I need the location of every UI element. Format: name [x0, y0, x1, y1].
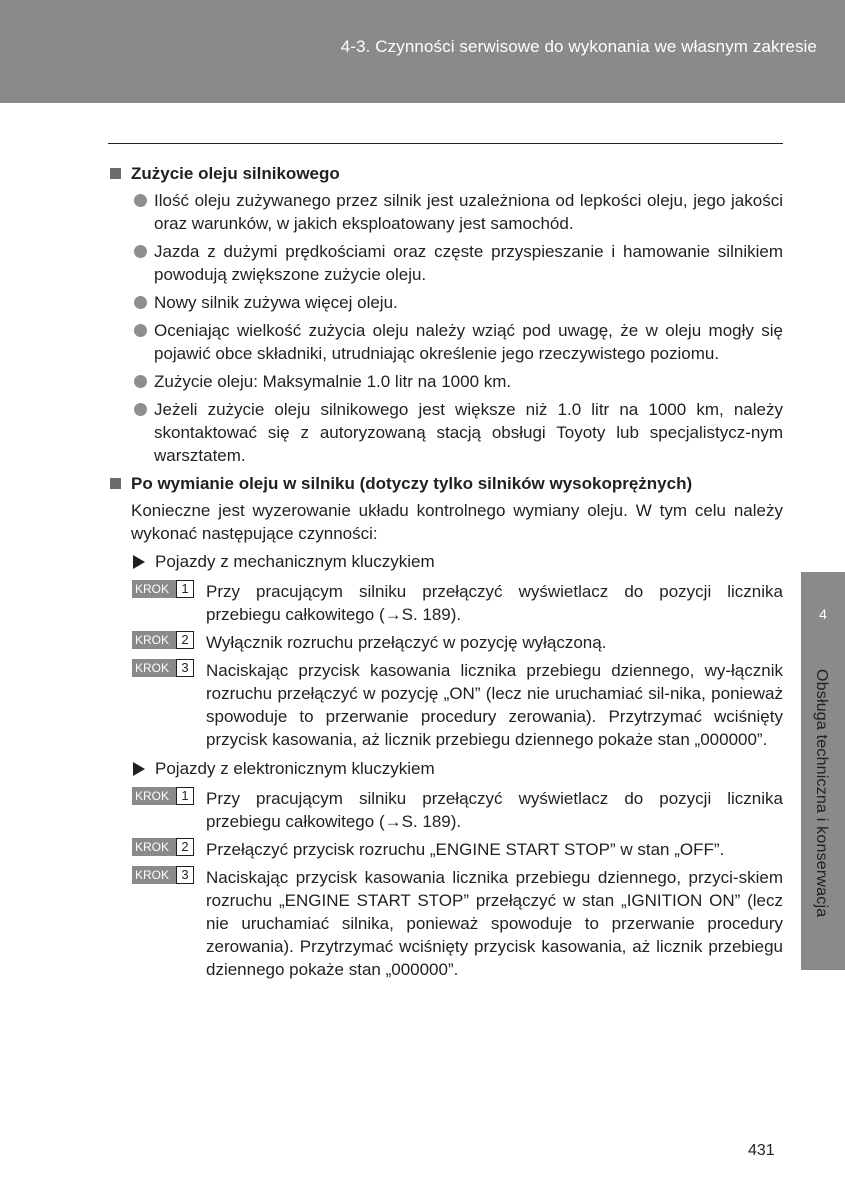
step-text: Naciskając przycisk kasowania licznika przebiegu dziennego, przyci-skiem rozruchu „ENGINE START STOP” przełączyć w stan „IGNITION ON” (lecz nie uruchamiać silnika, ponieważ spowoduje to przerwanie procedury zerowania). Przytrzymać wciśnięty przycisk kasowania, aż licznik przebiegu dziennego pokaże stan „000000”. — [206, 868, 783, 979]
circle-bullet-icon — [134, 296, 147, 309]
circle-bullet-icon — [134, 375, 147, 388]
list-item-text: Nowy silnik zużywa więcej oleju. — [154, 293, 398, 312]
chapter-title: 4-3. Czynności serwisowe do wykonania we własnym zakresie — [340, 37, 817, 56]
chapter-number: 4 — [819, 606, 827, 622]
list-item — [108, 370, 783, 393]
step-badge — [132, 631, 194, 649]
step-text: Przełączyć przycisk rozruchu „ENGINE START STOP” w stan „OFF”. — [206, 840, 725, 859]
step-item — [108, 866, 783, 981]
step-text: Wyłącznik rozruchu przełączyć w pozycję wyłączoną. — [206, 633, 607, 652]
group-heading-text: Pojazdy z mechanicznym kluczykiem — [155, 552, 435, 571]
step-badge — [132, 866, 194, 884]
step-item — [108, 659, 783, 751]
step-badge-label: KROK — [132, 580, 176, 598]
section-heading-text: Zużycie oleju silnikowego — [131, 164, 340, 183]
list-item-text: Ilość oleju zużywanego przez silnik jest uzależniona od lepkości oleju, jego jakości oraz warunków, w jakich eksploatowany jest samochód. — [154, 191, 783, 233]
circle-bullet-icon — [134, 245, 147, 258]
bullet-list — [108, 189, 783, 467]
step-number: 2 — [176, 838, 194, 856]
section-heading — [108, 472, 783, 495]
top-divider — [108, 143, 783, 144]
triangle-bullet-icon — [133, 555, 145, 569]
list-item — [108, 291, 783, 314]
list-item-text: Oceniając wielkość zużycia oleju należy wziąć pod uwagę, że w oleju mogły się pojawić obce składniki, utrudniając określenie jego rzeczywistego poziomu. — [154, 321, 783, 363]
page-number: 431 — [748, 1142, 775, 1159]
step-number: 1 — [176, 787, 194, 805]
chapter-side-label: Obsługa techniczna i konserwacja — [813, 669, 830, 918]
intro-paragraph: Konieczne jest wyzerowanie układu kontrolnego wymiany oleju. W tym celu należy wykonać następujące czynności: — [131, 501, 783, 543]
circle-bullet-icon — [134, 403, 147, 416]
step-item — [108, 787, 783, 833]
step-badge-label: KROK — [132, 631, 176, 649]
step-list — [108, 580, 783, 751]
step-badge-label: KROK — [132, 787, 176, 805]
square-bullet-icon — [110, 168, 121, 179]
list-item — [108, 240, 783, 286]
step-badge-label: KROK — [132, 838, 176, 856]
main-content — [108, 162, 783, 987]
step-text: Przy pracującym silniku przełączyć wyświetlacz do pozycji licznika przebiegu całkowitego (→S. 189). — [206, 582, 783, 624]
circle-bullet-icon — [134, 324, 147, 337]
step-number: 3 — [176, 866, 194, 884]
group-heading — [108, 757, 783, 780]
header-bar — [0, 0, 845, 103]
step-badge-label: KROK — [132, 659, 176, 677]
group-heading — [108, 550, 783, 573]
step-number: 3 — [176, 659, 194, 677]
step-item — [108, 838, 783, 861]
section-heading-text: Po wymianie oleju w silniku (dotyczy tylko silników wysokoprężnych) — [131, 474, 693, 493]
step-number: 1 — [176, 580, 194, 598]
step-item — [108, 631, 783, 654]
step-text: Naciskając przycisk kasowania licznika przebiegu dziennego, wy-łącznik rozruchu przełączyć w pozycję „ON” (lecz nie uruchamiać sil-nika, ponieważ spowoduje to przerwanie procedury zerowania). Przytrzymać wciśnięty przycisk kasowania, aż licznik przebiegu dziennego pokaże stan „000000”. — [206, 661, 783, 749]
square-bullet-icon — [110, 478, 121, 489]
circle-bullet-icon — [134, 194, 147, 207]
list-item-text: Jeżeli zużycie oleju silnikowego jest większe niż 1.0 litr na 1000 km, należy skontaktować się z autoryzowaną stacją obsługi Toyoty lub specjalistycz-nym warsztatem. — [154, 400, 783, 465]
list-item-text: Zużycie oleju: Maksymalnie 1.0 litr na 1000 km. — [154, 372, 512, 391]
step-badge — [132, 838, 194, 856]
section-heading — [108, 162, 783, 185]
list-item — [108, 189, 783, 235]
step-badge — [132, 659, 194, 677]
list-item — [108, 398, 783, 467]
step-item — [108, 580, 783, 626]
step-list — [108, 787, 783, 981]
triangle-bullet-icon — [133, 762, 145, 776]
step-text: Przy pracującym silniku przełączyć wyświetlacz do pozycji licznika przebiegu całkowitego (→S. 189). — [206, 789, 783, 831]
step-badge-label: KROK — [132, 866, 176, 884]
step-badge — [132, 580, 194, 598]
step-number: 2 — [176, 631, 194, 649]
list-item-text: Jazda z dużymi prędkościami oraz częste przyspieszanie i hamowanie silnikiem powodują zwiększone zużycie oleju. — [154, 242, 783, 284]
list-item — [108, 319, 783, 365]
group-heading-text: Pojazdy z elektronicznym kluczykiem — [155, 759, 435, 778]
step-badge — [132, 787, 194, 805]
